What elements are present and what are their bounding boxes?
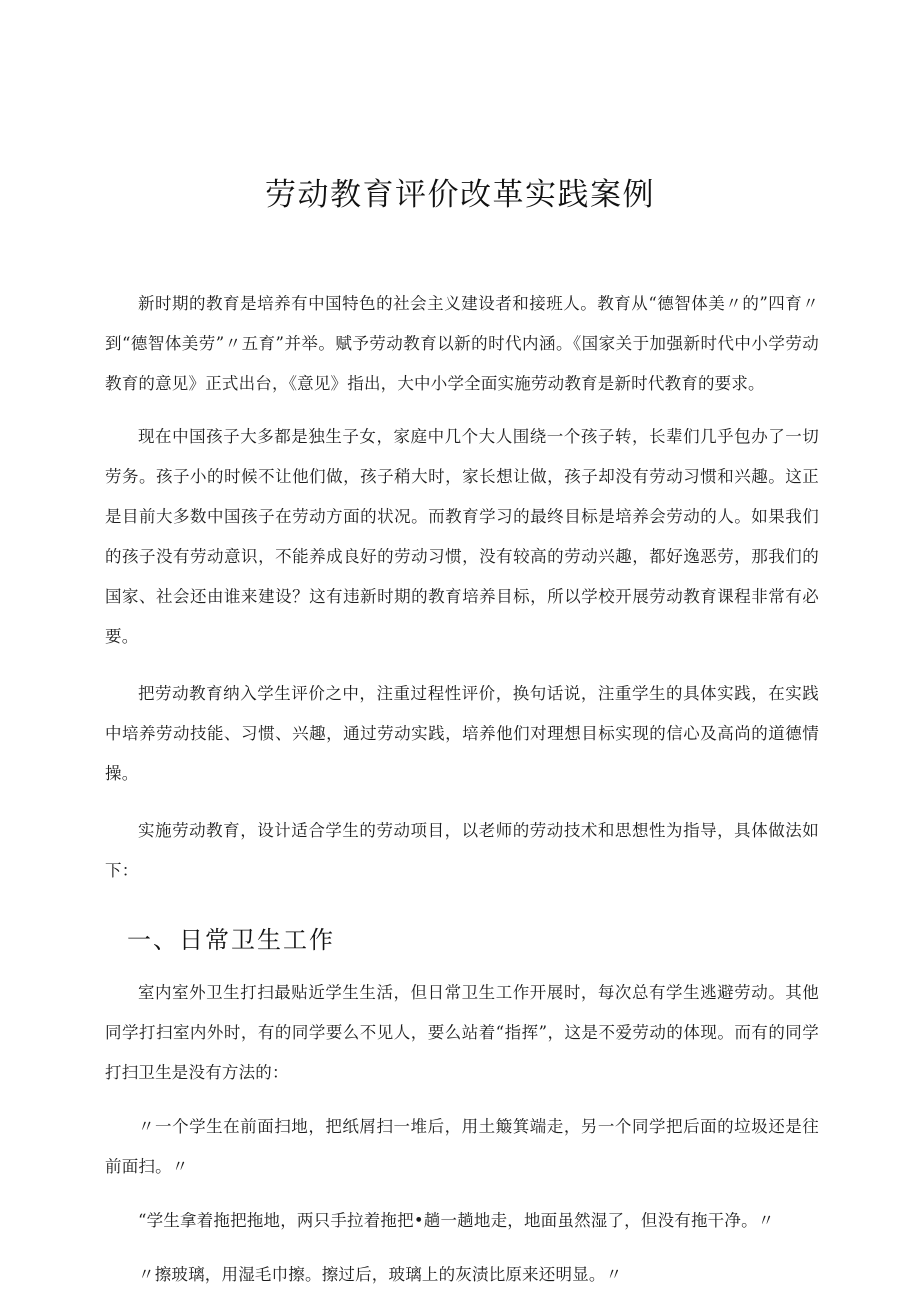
page-title: 劳动教育评价改革实践案例 [265, 176, 655, 213]
example-quote-window-cleaning: 〃擦玻璃，用湿毛巾擦。擦过后，玻璃上的灰渍比原来还明显。〃 [138, 1265, 623, 1284]
example-quote-mopping: “学生拿着拖把拖地，两只手拉着拖把•趟一趟地走，地面虽然湿了，但没有拖干净。〃 [138, 1211, 775, 1230]
paragraph-section-intro: 室内室外卫生打扫最贴近学生生活，但日常卫生工作开展时，每次总有学生逃避劳动。其他同学打扫室内外时，有的同学要么不见人，要么站着“指挥”，这是不爱劳动的体现。而有的同学打扫卫生是没有方法的： [105, 983, 819, 1082]
example-quote-sweeping: 〃一个学生在前面扫地，把纸屑扫一堆后，用土簸箕端走，另一个同学把后面的垃圾还是往前面扫。〃 [105, 1117, 819, 1176]
paragraph-intro: 新时期的教育是培养有中国特色的社会主义建设者和接班人。教育从“德智体美〃的”四育〃到“德智体美劳”〃五育”并举。赋予劳动教育以新的时代内涵。《国家关于加强新时代中小学劳动教育的意见》正式出台，《意见》指出，大中小学全面实施劳动教育是新时代教育的要求。 [105, 294, 819, 393]
section-heading-daily-hygiene: 一、日常卫生工作 [127, 926, 335, 954]
paragraph-implementation-lead: 实施劳动教育，设计适合学生的劳动项目，以老师的劳动技术和思想性为指导，具体做法如下： [105, 821, 819, 880]
document-body [105, 284, 819, 1305]
paragraph-evaluation-approach: 把劳动教育纳入学生评价之中，注重过程性评价，换句话说，注重学生的具体实践，在实践中培养劳动技能、习惯、兴趣，通过劳动实践，培养他们对理想目标实现的信心及高尚的道德情操。 [105, 684, 819, 783]
paragraph-current-situation: 现在中国孩子大多都是独生子女，家庭中几个大人围绕一个孩子转，长辈们几乎包办了一切劳务。孩子小的时候不让他们做，孩子稍大时，家长想让做，孩子却没有劳动习惯和兴趣。这正是目前大多数中国孩子在劳动方面的状况。而教育学习的最终目标是培养会劳动的人。如果我们的孩子没有劳动意识，不能养成良好的劳动习惯，没有较高的劳动兴趣，都好逸恶劳，那我们的国家、社会还由谁来建设？这有违新时期的教育培养目标，所以学校开展劳动教育课程非常有必要。 [105, 427, 819, 646]
